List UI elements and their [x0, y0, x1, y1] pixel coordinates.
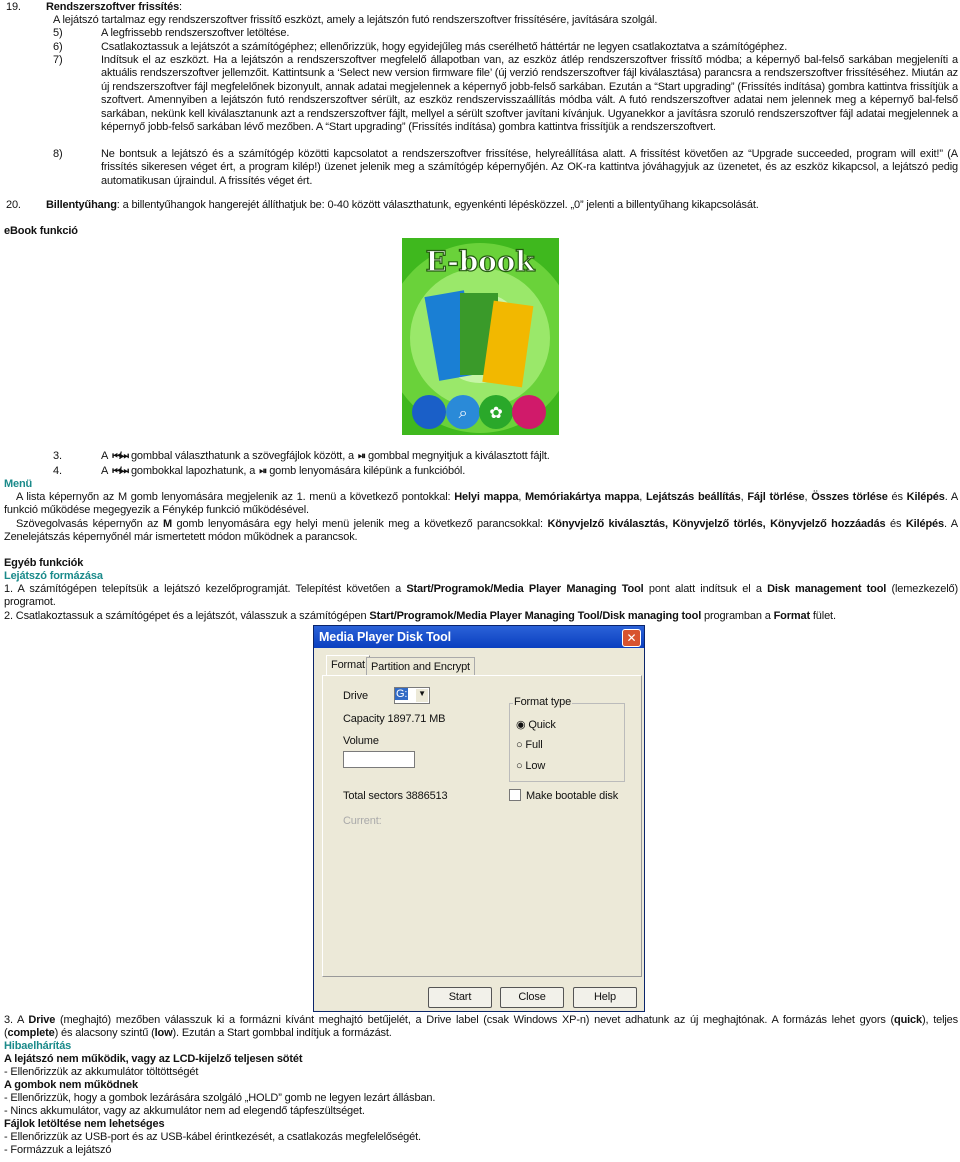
menu-paragraph-2: Szövegolvasás képernyőn az M gomb lenyomására egy helyi menü jelenik meg a következő parancsokkal: Könyvjelző kiválasztás, Könyvjelző törlés, Könyvjelző hozzáadás és Kilépés. A Zenelejátszás képernyőnél már ismertetett módon működnek a parancsok. [4, 518, 958, 544]
copy-icon [512, 395, 546, 429]
list-item: 7) Indítsuk el az eszközt. Ha a lejátszón a rendszerszoftver megfelelő állapotban van, az eszköz átlép rendszerszoftver frissítő módba; a képernyő bal-felső sarkában megjeleníti a aktuális rendszerszoftver jellemzőit. Kattintsunk a ‘Select new version firmware file’ (új verzió rendszerszoftver fájl kiválasztása) parancsra a rendszerszoftver frissítéséhez. Miután az új rendszerszoftver fájl megfelelőnek bizonyult, annak adatai megjelennek a képernyő jobb-felső sarkában. Ezután a “Start upgrading” (Frissítés indítása) gombra kattintva frissítjük a szoftvert. Amennyiben a lejátszón futó rendszerszoftver sérült, az eszköz rendszervisszaállítás módba vált. A futó rendszerszoftver adatai nem jelennek meg a képernyő bal-felső sarkában, nekünk kell kiválasztanunk azt a rendszerszoftver fájlt, mellyel a sérült szoftver javítani kívánjuk. Ugyanekkor a javításra szoruló rendszerszoftver fájl adatai megjelennek a képernyő jobb-felső sarkában lévő mezőben. A “Start upgrading” (Frissítés indítása) gombra kattintva frissítjük a rendszerszoftvert. [53, 54, 958, 134]
ebook-screen-image [402, 238, 559, 435]
dialog-title: Media Player Disk Tool [314, 626, 644, 648]
trouble-line: - Ellenőrizzük az akkumulátor töltöttségét [4, 1066, 199, 1078]
svg-text:✿: ✿ [489, 405, 503, 422]
format-step-3: 3. A Drive (meghajtó) mezőben válasszuk ki a formázni kívánt meghajtó betűjelét, a Drive label (csak Windows XP-n) nevet adhatunk az új meghajtónak. A formázás lehet gyors (quick), teljes (complete) és alacsony szintű (low). Ezután a Start gombbal indítjuk a formázást. [4, 1014, 958, 1040]
current-text: Current: [343, 815, 382, 827]
menu-heading: Menü [4, 478, 33, 490]
section-20-number: 20. [6, 199, 21, 211]
trouble-heading-2: A gombok nem működnek [4, 1079, 138, 1091]
bootable-checkbox[interactable]: Make bootable disk [509, 789, 618, 802]
play-pause-icon: ⏯ [259, 466, 266, 477]
help-button[interactable]: Help [573, 987, 637, 1008]
play-pause-icon: ⏯ [357, 451, 364, 462]
menu-paragraph-1: A lista képernyőn az M gomb lenyomására megjelenik az 1. menü a következő pontokkal: Helyi mappa, Memóriakártya mappa, Lejátszás beállítás, Fájl törlése, Összes törlése és Kilépés. A funkció működése megegyezik a Fénykép funkció működésével. [4, 491, 959, 517]
format-type-label: Format type [514, 696, 572, 708]
volume-label: Volume [343, 735, 379, 747]
radio-full[interactable]: ○ Full [516, 739, 543, 751]
trouble-heading-3: Fájlok letöltése nem lehetséges [4, 1118, 165, 1130]
ebook-step-3: 3. A ⏮/⏭ gombbal választhatunk a szövegfájlok között, a ⏯ gombbal megnyitjuk a kiválasztott fájlt. [53, 450, 550, 462]
chevron-down-icon: ▼ [416, 689, 428, 702]
drive-label: Drive [343, 690, 368, 702]
prev-next-icon: ⏮/⏭ [112, 466, 127, 477]
format-panel [322, 675, 642, 977]
trouble-line: - Ellenőrizzük az USB-port és az USB-kábel érintkezését, a csatlakozás megfelelőségét. [4, 1131, 421, 1143]
format-step-1: 1. A számítógépen telepítsük a lejátszó kezelőprogramját. Telepítést követően a Start/Programok/Media Player Managing Tool pont alatt indítsuk el a Disk management tool (lemezkezelő) programot. [4, 583, 959, 609]
list-item: 5) A legfrissebb rendszerszoftver letöltése. [53, 27, 290, 39]
folder-icon [412, 395, 446, 429]
close-button[interactable]: Close [500, 987, 564, 1008]
trouble-line: - Formázzuk a lejátszó [4, 1144, 112, 1156]
trouble-line: - Ellenőrizzük, hogy a gombok lezárására szolgáló „HOLD” gomb ne legyen lezárt állásban. [4, 1092, 436, 1104]
radio-quick[interactable]: ◉ Quick [516, 719, 556, 731]
other-functions-heading: Egyéb funkciók [4, 557, 84, 569]
trouble-line: - Nincs akkumulátor, vagy az akkumulátor nem ad elegendő tápfeszültséget. [4, 1105, 365, 1117]
drive-select[interactable]: G: ▼ [394, 687, 430, 704]
svg-text:⌕: ⌕ [458, 405, 468, 422]
volume-input[interactable] [343, 751, 415, 768]
trouble-heading-1: A lejátszó nem működik, vagy az LCD-kijelző teljesen sötét [4, 1053, 303, 1065]
section-19-title: Rendszerszoftver frissítés: [46, 1, 182, 13]
disk-tool-dialog [313, 625, 645, 1012]
total-sectors-text: Total sectors 3886513 [343, 790, 448, 802]
start-button[interactable]: Start [428, 987, 492, 1008]
tab-format[interactable]: Format [326, 655, 370, 676]
radio-low[interactable]: ○ Low [516, 760, 546, 772]
section-19-number: 19. [6, 1, 21, 13]
format-step-2: 2. Csatlakoztassuk a számítógépet és a lejátszót, válasszuk a számítógépen Start/Programok/Media Player Managing Tool/Disk managing tool programban a Format fület. [4, 610, 836, 622]
list-item: 6) Csatlakoztassuk a lejátszót a számítógéphez; ellenőrizzük, hogy egyidejűleg más cserélhető háttértár ne legyen csatlakoztatva a számítógéphez. [53, 41, 788, 53]
ebook-step-4: 4. A ⏮/⏭ gombokkal lapozhatunk, a ⏯ gomb lenyomására kilépünk a funkcióból. [53, 465, 466, 477]
section-19-intro: A lejátszó tartalmaz egy rendszerszoftver frissítő eszközt, amely a lejátszón futó rendszerszoftver frissítésére, javítására szolgál. [53, 14, 658, 26]
format-type-group [509, 696, 625, 782]
ebook-logo-text: E-book [425, 245, 535, 278]
section-20-text: Billentyűhang: a billentyűhangok hangerejét állíthatjuk be: 0-40 között választhatunk, egyenkénti lépésközzel. „0” jelenti a billentyűhang kikapcsolását. [46, 199, 759, 211]
close-icon[interactable]: ✕ [622, 629, 641, 647]
list-item: 8) Ne bontsuk a lejátszó és a számítógép közötti kapcsolatot a rendszerszoftver frissítése, helyreállítása alatt. A frissítést követően az “Upgrade succeeded, program will exit!” (A frissítés sikeresen véget ért, a program kilép!) üzenet jelenik meg a számítógép képernyőjén. Az OK-ra kattintva jóváhagyjuk az üzenetet, és az eszköz kikapcsol, a lejátszó pedig automatikusan újraindul. A frissítés véget ért. [53, 148, 958, 187]
prev-next-icon: ⏮/⏭ [112, 451, 127, 462]
tab-partition-encrypt[interactable]: Partition and Encrypt [366, 657, 475, 676]
ebook-heading: eBook funkció [4, 225, 78, 237]
format-heading: Lejátszó formázása [4, 570, 103, 582]
troubleshooting-heading: Hibaelhárítás [4, 1040, 72, 1052]
capacity-text: Capacity 1897.71 MB [343, 713, 446, 725]
